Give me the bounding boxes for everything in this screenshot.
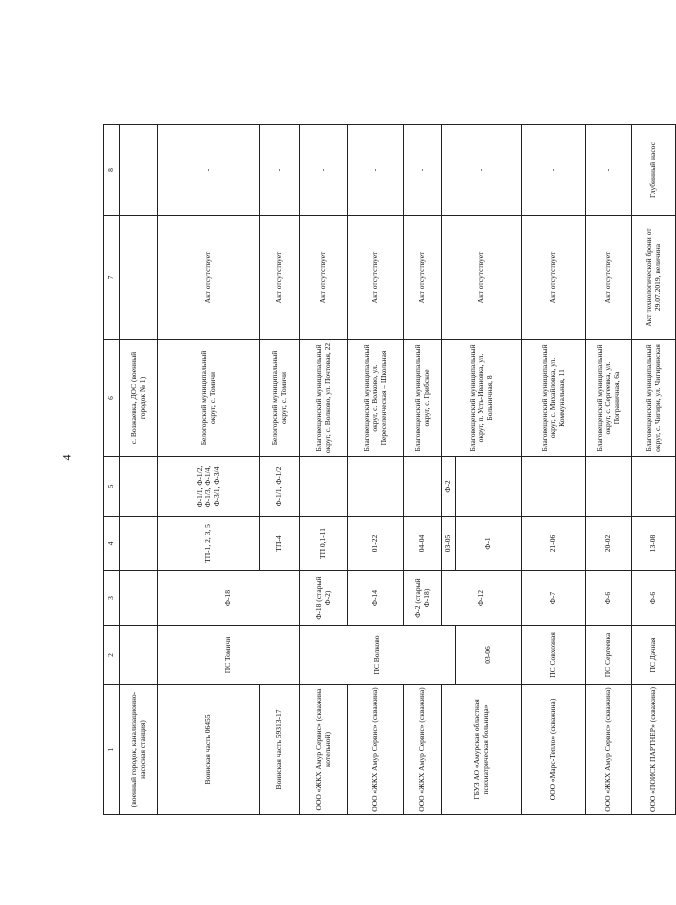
cell-tp: 20-02 — [586, 517, 632, 571]
cell-tp: 13-08 — [632, 517, 676, 571]
cell-tp: ТП-1, 2, 3, 5 — [158, 517, 260, 571]
cell-act: Акт технологической брони от 29.07.2019, величина — [632, 216, 676, 340]
cell-consumer: ООО «ЖКХ Амур Сервис» (скважина) — [404, 685, 442, 815]
cell-note: - — [522, 125, 586, 216]
cell-feeder: Ф-18 (старый Ф-2) — [300, 571, 348, 626]
data-table — [103, 124, 676, 815]
cell-line: Ф-1/1, Ф-1/2 — [260, 457, 300, 517]
cell-feeder: Ф-2 (старый Ф-18) — [404, 571, 442, 626]
col-number: 4 — [104, 517, 120, 571]
page-number: 4 — [59, 454, 74, 461]
cell-consumer: ООО «ЖКХ Амур Сервис» (скважина) — [586, 685, 632, 815]
cell-line — [632, 457, 676, 517]
col-number: 8 — [104, 125, 120, 216]
cell-act: Акт отсутствует — [522, 216, 586, 340]
cell-feeder: Ф-6 — [586, 571, 632, 626]
cell-note: - — [586, 125, 632, 216]
cell-act: Акт отсутствует — [442, 216, 522, 340]
cell-tp: 21-06 — [522, 517, 586, 571]
cell-consumer: ООО «ЖКХ Амур Сервис» (скважина) — [348, 685, 404, 815]
table-row — [522, 125, 586, 815]
cell-act: Акт отсутствует — [348, 216, 404, 340]
cell-act: Акт отсутствует — [586, 216, 632, 340]
cell-tp: 03-06 — [456, 626, 522, 685]
cell-line — [404, 457, 442, 517]
cell-note: Глубинный насос — [632, 125, 676, 216]
cell-tp: 01-22 — [348, 517, 404, 571]
table-row — [442, 125, 456, 815]
cell-tp — [120, 517, 158, 571]
table-row — [348, 125, 404, 815]
cell-consumer: Воинская часть 06455 — [158, 685, 260, 815]
cell-address: Благовещенский муниципальный округ, с. Волково, ул. Переселенческая – Школьная — [348, 340, 404, 457]
cell-consumer: ООО «Марс-Тепло» (скважина) — [522, 685, 586, 815]
cell-feeder: Ф-6 — [632, 571, 676, 626]
cell-act — [120, 216, 158, 340]
cell-note: - — [158, 125, 260, 216]
cell-address: Белогорский муниципальный округ, с. Томичи — [158, 340, 260, 457]
col-number: 7 — [104, 216, 120, 340]
cell-line: Ф-2 — [442, 457, 456, 517]
cell-act: Акт отсутствует — [300, 216, 348, 340]
cell-substation: ПС Томичи — [158, 626, 300, 685]
cell-line — [586, 457, 632, 517]
cell-feeder: Ф-7 — [522, 571, 586, 626]
cell-note: - — [404, 125, 442, 216]
cell-note — [120, 125, 158, 216]
col-number: 5 — [104, 457, 120, 517]
cell-address: Благовещенский муниципальный округ, п. Усть-Ивановка, ул. Больничная, 8 — [442, 340, 522, 457]
cell-tp: ТП-4 — [260, 517, 300, 571]
col-number: 3 — [104, 571, 120, 626]
cell-line: Ф-1 — [456, 517, 522, 571]
cell-consumer: ГБУЗ АО «Амурская областная психиатрическая больница» — [442, 685, 522, 815]
cell-address: Благовещенский муниципальный округ, с. Волково, ул. Почтовая, 22 — [300, 340, 348, 457]
cell-substation: ПС Совхозная — [522, 626, 586, 685]
cell-address: Благовещенский муниципальный округ, с. Чигири, ул. Чигиринская — [632, 340, 676, 457]
cell-consumer: ООО «ЖКХ Амур Сервис» (скважина котельной) — [300, 685, 348, 815]
cell-feeder: Ф-18 — [158, 571, 300, 626]
table-row-continued — [120, 125, 158, 815]
table-row — [632, 125, 676, 815]
cell-note: - — [300, 125, 348, 216]
cell-feeder — [120, 571, 158, 626]
cell-line: Ф-1/1, Ф-1/2, Ф-1/3, Ф-1/4, Ф-3/1, Ф-3/4 — [158, 457, 260, 517]
cell-consumer: (военный городок, канализационно-насосная станция) — [120, 685, 158, 815]
cell-address: Белогорский муниципальный округ, с. Томичи — [260, 340, 300, 457]
cell-act: Акт отсутствует — [404, 216, 442, 340]
cell-note: - — [348, 125, 404, 216]
cell-tp: ТП 0,1-11 — [300, 517, 348, 571]
cell-tp: 03-05 — [442, 517, 456, 571]
cell-line — [300, 457, 348, 517]
table-row — [300, 125, 348, 815]
cell-address: Благовещенский муниципальный округ, с. Сергеевка, ул. Пограничная, 6а — [586, 340, 632, 457]
cell-consumer: Воинская часть 59313-17 — [260, 685, 300, 815]
cell-act: Акт отсутствует — [158, 216, 260, 340]
table-row — [586, 125, 632, 815]
cell-line — [522, 457, 586, 517]
cell-note: - — [442, 125, 522, 216]
cell-line — [120, 457, 158, 517]
cell-feeder: Ф-14 — [348, 571, 404, 626]
cell-address: с. Возжаевка, ДОС (военный городок № 1) — [120, 340, 158, 457]
cell-substation: ПС Волково — [300, 626, 456, 685]
col-number: 2 — [104, 626, 120, 685]
table-row — [404, 125, 442, 815]
cell-substation — [120, 626, 158, 685]
rotated-table-wrapper — [103, 124, 676, 815]
cell-address: Благовещенский муниципальный округ, с. Грибское — [404, 340, 442, 457]
cell-substation: ПС Сергеевка — [586, 626, 632, 685]
cell-feeder: Ф-12 — [442, 571, 522, 626]
col-number: 1 — [104, 685, 120, 815]
cell-note: - — [260, 125, 300, 216]
column-number-row — [104, 125, 120, 815]
cell-substation: ПС Дачная — [632, 626, 676, 685]
col-number: 6 — [104, 340, 120, 457]
cell-consumer: ООО «ПОИСК ПАРТНЕР» (скважина) — [632, 685, 676, 815]
cell-address: Благовещенский муниципальный округ, с. Михайловка, ул. Коммунальная, 11 — [522, 340, 586, 457]
cell-line — [348, 457, 404, 517]
table-row — [260, 125, 300, 815]
cell-act: Акт отсутствует — [260, 216, 300, 340]
cell-tp: 04-04 — [404, 517, 442, 571]
table-row — [158, 125, 260, 815]
